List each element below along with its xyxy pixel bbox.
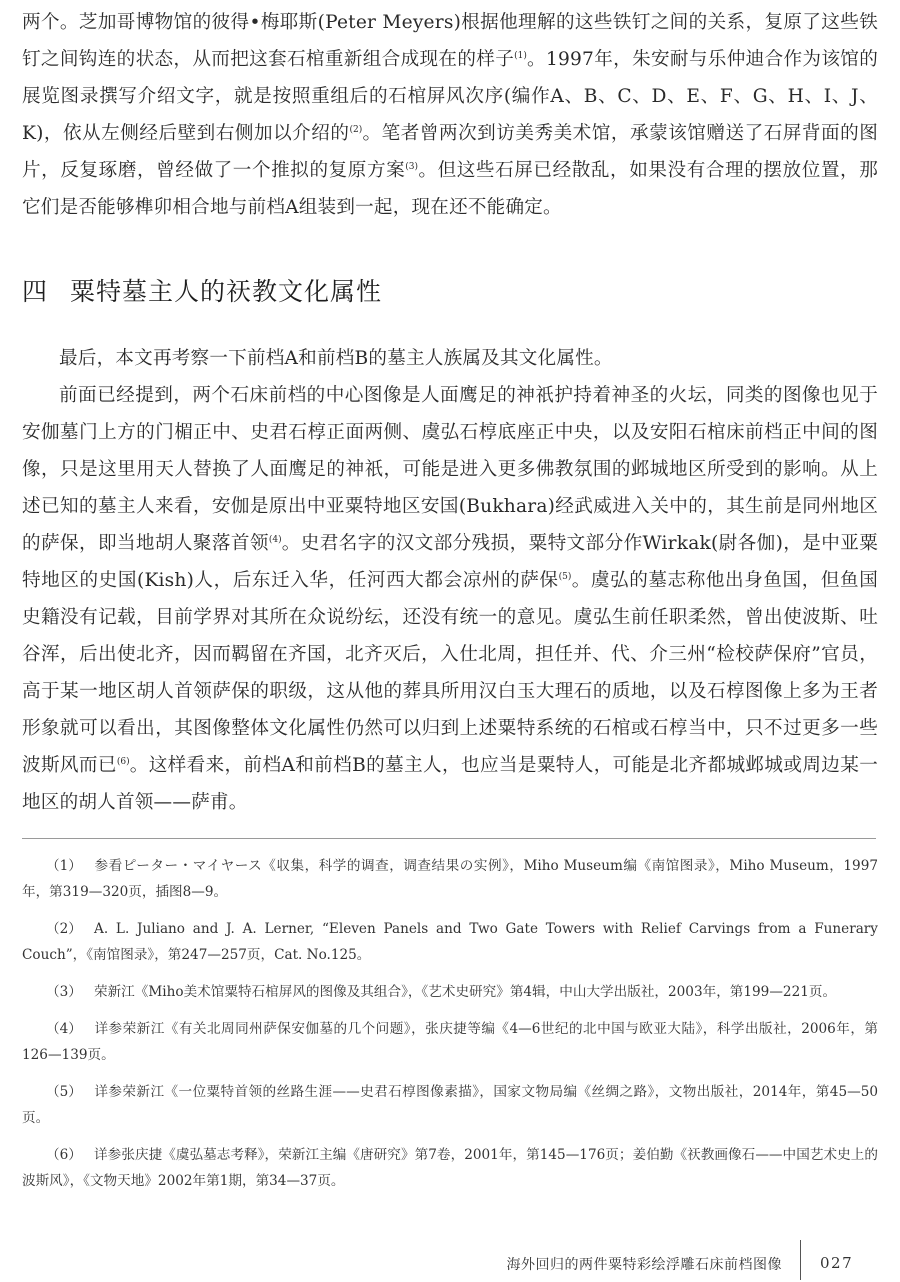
footnote-5 — [22, 1079, 878, 1131]
footnote-text: A. L. Juliano and J. A. Lerner, “Eleven Panels and Two Gate Towers with Relief Carvings from a Funerary Couch”，《南馆图录》，第247—257页，Cat. No.125。 — [22, 921, 878, 963]
page-content — [22, 0, 878, 1205]
footnote-ref-6[interactable]: (6) — [116, 756, 130, 767]
page-number: 027 — [820, 1254, 854, 1272]
footnote-text: 荣新江《Miho美术馆粟特石棺屏风的图像及其组合》，《艺术史研究》第4辑，中山大学出版社，2003年，第199—221页。 — [94, 984, 837, 1000]
footnote-divider — [22, 838, 876, 839]
footnote-text: 详参荣新江《有关北周同州萨保安伽墓的几个问题》，张庆捷等编《4—6世纪的北中国与欧亚大陆》，科学出版社，2006年，第126—139页。 — [22, 1021, 878, 1063]
footnote-1 — [22, 853, 878, 905]
footnote-ref-2[interactable]: (2) — [349, 124, 363, 135]
body-paragraph-intro: 最后，本文再考察一下前档A和前档B的墓主人族属及其文化属性。 — [59, 348, 613, 369]
footnote-4 — [22, 1016, 878, 1068]
running-title: 海外回归的两件粟特彩绘浮雕石床前档图像 — [506, 1257, 782, 1273]
footnote-ref-1[interactable]: (1) — [514, 50, 527, 61]
footnote-2 — [22, 916, 878, 968]
footnote-mark: （4） — [46, 1021, 82, 1037]
page-footer — [0, 1240, 900, 1280]
footnote-mark: （2） — [46, 921, 82, 937]
footnote-text: 详参荣新江《一位粟特首领的丝路生涯——史君石椁图像素描》，国家文物局编《丝绸之路》，文物出版社，2014年，第45—50页。 — [22, 1084, 878, 1126]
footnote-3 — [22, 979, 878, 1005]
footnote-ref-3[interactable]: (3) — [405, 161, 419, 172]
footnote-mark: （6） — [46, 1147, 82, 1163]
footnote-text: 参看ピーター・マイヤース《収集，科学的调查，调查结果の实例》，Miho Museum编《南馆图录》，Miho Museum，1997年，第319—320页，插图8—9。 — [22, 858, 878, 900]
footnote-text: 详参张庆捷《虞弘墓志考释》，荣新江主编《唐研究》第7卷，2001年，第145—176页；姜伯勤《祆教画像石——中国艺术史上的波斯风》，《文物天地》2002年第1期，第34—37页。 — [22, 1147, 878, 1189]
footnote-ref-4[interactable]: (4) — [268, 534, 282, 545]
body-paragraph-continued: 两个。芝加哥博物馆的彼得•梅耶斯(Peter Meyers)根据他理解的这些铁钉之间的关系，复原了这些铁钉之间钩连的状态，从而把这套石棺重新组合成现在的样子$^{(1)}$。1997年，朱安耐与乐仲迪合作为该馆的展览图录撰写介绍文字，就是按照重组后的石棺屏风次序(编作A、B、C、D、E、F、G、H、I、J、K)，依从左侧经后壁到右侧加以介绍的$^{(2)}$。笔者曾两次到访美秀美术馆，承蒙该馆赠送了石屏背面的图片，反复琢磨，曾经做了一个推拟的复原方案$^{(3)}$。但这些石屏已经散乱，如果没有合理的摆放位置，那它们是否能够榫卯相合地与前档A组装到一起，现在还不能确定。 — [22, 12, 879, 218]
footnote-mark: （3） — [46, 984, 82, 1000]
footnote-ref-5[interactable]: (5) — [558, 571, 572, 582]
footnote-mark: （5） — [46, 1084, 82, 1100]
section-heading — [22, 272, 878, 308]
section-number: 四 — [22, 277, 49, 306]
section-title: 粟特墓主人的祆教文化属性 — [70, 277, 383, 306]
footnotes-list — [22, 853, 878, 1194]
body-paragraph-main: 前面已经提到，两个石床前档的中心图像是人面鹰足的神祇护持着神圣的火坛，同类的图像也见于安伽墓门上方的门楣正中、史君石椁正面两侧、虞弘石椁底座正中央，以及安阳石棺床前档正中间的图像，只是这里用天人替换了人面鹰足的神祇，可能是进入更多佛教氛围的邺城地区所受到的影响。从上述已知的墓主人来看，安伽是原出中亚粟特地区安国(Bukhara)经武威进入关中的，其生前是同州地区的萨保，即当地胡人聚落首领$^{(4)}$。史君名字的汉文部分残损，粟特文部分作Wirkak(尉各伽)，是中亚粟特地区的史国(Kish)人，后东迁入华，任河西大都会凉州的萨保$^{(5)}$。虞弘的墓志称他出身鱼国，但鱼国史籍没有记载，目前学界对其所在众说纷纭，还没有统一的意见。虞弘生前任职柔然，曾出使波斯、吐谷浑，后出使北齐，因而羁留在齐国，北齐灭后，入仕北周，担任并、代、介三州“检校萨保府”官员，高于某一地区胡人首领萨保的职级，这从他的葬具所用汉白玉大理石的质地，以及石椁图像上多为王者形象就可以看出，其图像整体文化属性仍然可以归到上述粟特系统的石棺或石椁当中，只不过更多一些波斯风而已$^{(6)}$。这样看来，前档A和前档B的墓主人，也应当是粟特人，可能是北齐都城邺城或周边某一地区的胡人首领——萨甫。 — [22, 385, 878, 813]
footer-divider — [800, 1240, 801, 1280]
footnote-mark: （1） — [46, 858, 82, 874]
footnote-6 — [22, 1142, 878, 1194]
